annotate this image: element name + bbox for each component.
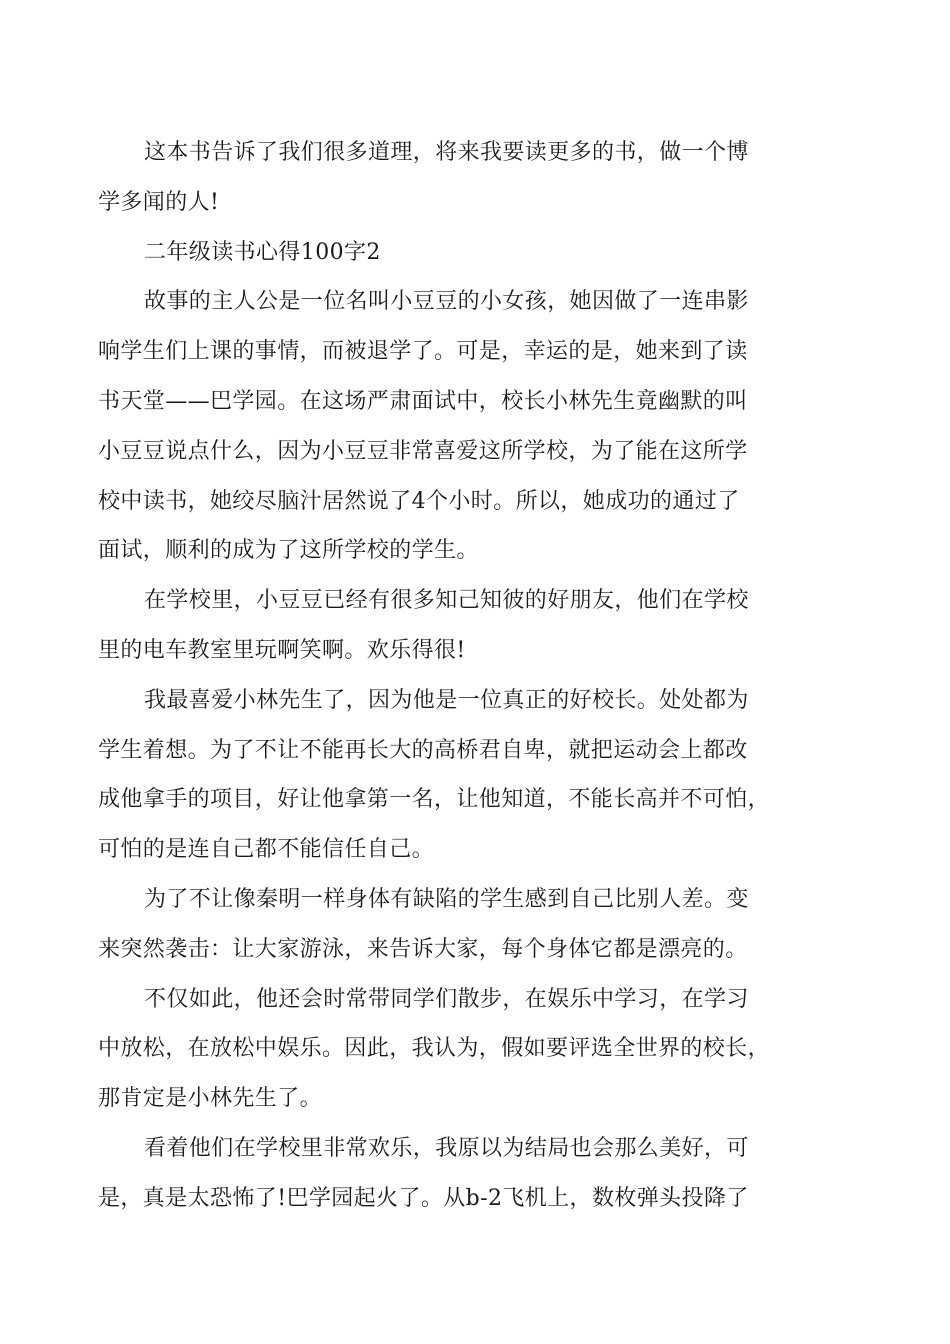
paragraph [98,576,814,676]
text-line: 我最喜爱小林先生了，因为他是一位真正的好校长。处处都为 [144,687,749,713]
text-line: 中放松，在放松中娱乐。因此，我认为，假如要评选全世界的校长， [98,1036,771,1062]
text-line: 校中读书，她绞尽脑汁居然说了4个小时。所以，她成功的通过了 [98,488,740,514]
section-heading [144,228,814,278]
text-line: 这本书告诉了我们很多道理，将来我要读更多的书，做一个博 [144,140,749,165]
text-line: 成他拿手的项目，好让他拿第一名，让他知道，不能长高并不可怕， [98,787,771,813]
text-line: 故事的主人公是一位名叫小豆豆的小女孩，她因做了一连串影 [144,289,749,315]
text-line: 来突然袭击：让大家游泳，来告诉大家，每个身体它都是漂亮的。 [98,936,748,962]
paragraph [98,128,814,228]
text-line: 里的电车教室里玩啊笑啊。欢乐得很! [98,637,466,663]
text-line: 看着他们在学校里非常欢乐，我原以为结局也会那么美好，可 [144,1135,749,1161]
paragraph [98,676,814,875]
heading-text: 二年级读书心得100字2 [144,239,381,265]
text-line: 在学校里，小豆豆已经有很多知己知彼的好朋友，他们在学校 [144,588,749,614]
paragraph [98,875,814,975]
text-line: 书天堂——巴学园。在这场严肃面试中，校长小林先生竟幽默的叫 [98,388,748,414]
text-line: 不仅如此，他还会时常带同学们散步，在娱乐中学习，在学习 [144,986,749,1012]
paragraph [98,277,814,576]
text-line: 面试，顺利的成为了这所学校的学生。 [98,538,479,564]
text-line: 那肯定是小林先生了。 [98,1086,323,1112]
text-line: 可怕的是连自己都不能信任自己。 [98,837,435,863]
document-body [98,128,814,1224]
paragraph [98,975,814,1124]
text-line: 为了不让像秦明一样身体有缺陷的学生感到自己比别人差。变 [144,886,749,912]
text-line: 响学生们上课的事情，而被退学了。可是，幸运的是，她来到了读 [98,339,748,365]
paragraph [98,1124,814,1224]
text-line: 学多闻的人! [98,189,220,215]
text-line: 学生着想。为了不让不能再长大的高桥君自卑，就把运动会上都改 [98,737,748,763]
text-line: 是，真是太恐怖了!巴学园起火了。从b-2飞机上，数枚弹头投降了 [98,1185,749,1211]
text-line: 小豆豆说点什么，因为小豆豆非常喜爱这所学校，为了能在这所学 [98,438,748,464]
